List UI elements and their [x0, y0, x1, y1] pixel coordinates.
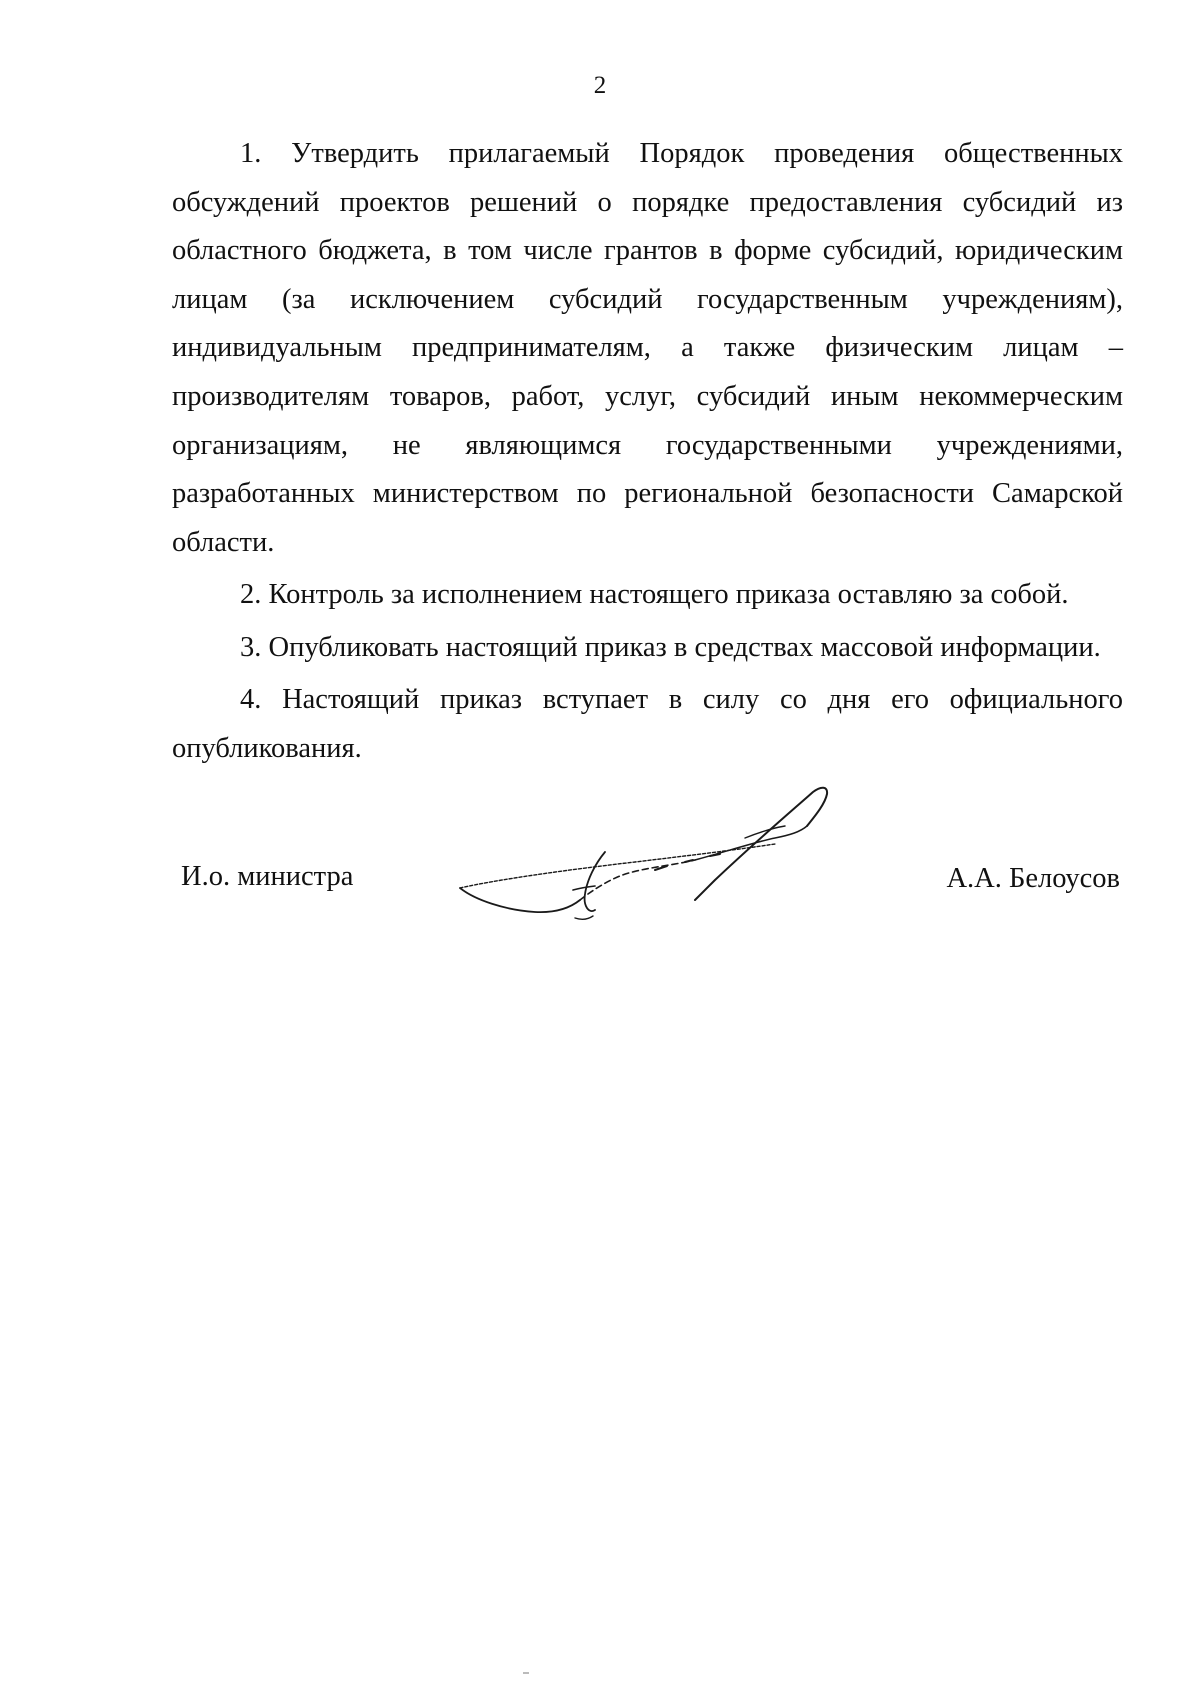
scan-artifact	[523, 1672, 529, 1674]
paragraph-4: 4. Настоящий приказ вступает в силу со дня его официального опубликования.	[172, 684, 1123, 764]
handwritten-signature-icon	[455, 770, 895, 940]
signatory-name: А.А. Белоусов	[946, 863, 1120, 894]
signature-block	[0, 770, 1200, 950]
paragraph-1: 1. Утвердить прилагаемый Порядок проведения общественных обсуждений проектов решений о порядке предоставления субсидий из областного бюджета, в том числе грантов в форме субсидий, юридическим лицам (за исключением субсидий государственным учреждениям), индивидуальным предпринимателям, а также физическим лицам – производителям товаров, работ, услуг, субсидий иным некоммерческим организациям, не являющимся государственными учреждениями, разработанных министерством по региональной безопасности Самарской области.	[172, 138, 1123, 558]
document-body	[172, 130, 1123, 777]
page-number: 2	[593, 72, 607, 99]
paragraph-3: 3. Опубликовать настоящий приказ в средствах массовой информации.	[240, 631, 1101, 663]
signatory-title: И.о. министра	[181, 861, 354, 892]
paragraph-2: 2. Контроль за исполнением настоящего приказа оставляю за собой.	[240, 579, 1069, 611]
